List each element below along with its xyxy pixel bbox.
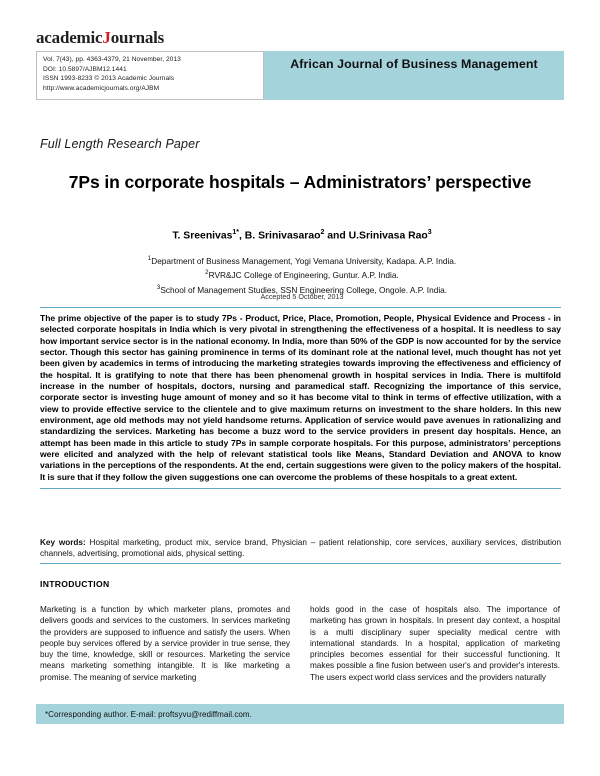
section-heading-introduction: INTRODUCTION bbox=[40, 579, 110, 589]
keywords-label: Key words: bbox=[40, 538, 86, 547]
accepted-date: Accepted 5 October, 2013 bbox=[260, 292, 344, 301]
keywords-block bbox=[40, 537, 561, 564]
paper-type-label: Full Length Research Paper bbox=[40, 137, 200, 151]
issn-line: ISSN 1993-8233 © 2013 Academic Journals bbox=[43, 75, 175, 83]
affiliations-block: $^1$Department of Business Management, Yogi Vemana University, Kadapa. A.P. India. $^2$RVR&JC College of Engineering, Guntur. A.P. India. $^3$School of Management Studies, SSN Engineering College, Ongole. A.P. India. bbox=[147, 255, 457, 295]
journal-title-area bbox=[264, 51, 564, 100]
abstract-text: The prime objective of the paper is to study 7Ps - Product, Price, Place, Promotion, People, Physical Evidence and Process - in selected corporate hospitals in India which is very pivotal in strengthening the effectiveness of a hospital. It is needless to say how important service sector is in the national economy. In India, more than 50% of the GDP is now accounted for by the service sector. Though this sector has gaining prominence in terms of its dominant role at the national level, much thought has not yet been given by academics in terms of introducing the marketing strategies towards improving the effectiveness and efficiency of the hospital. It is gratifying to note that there has been phenomenal growth in hospital services in India. There is multifold increase in the number of hospitals, doctors, nursing and paramedical staff. Recognizing the importance of this service, corporate sector is investing huge amount of money and so it has become vital to think in terms of effective utilization, with a view to provide effective service to the clientele and to give maximum returns on investment to the share holders. In this new environment, age old methods may not yield handsome returns. Application of service would pave avenues in rationalizing and standardizing the services. Marketing has become a buzz word to the service providers in present day hospitals. Hence, an attempt has been made in this article to study 7Ps in sample corporate hospitals. For this purpose, administrators’ perceptions were elicited and analyzed with the help of relevant statistical tools like Means, Standard Deviation and ANOVA to know variations in the perceptions of the respondents. At the end, certain suggestions were given to the policy makers of the hospital. It is sure that if they follow the given suggestions one can overcome the problems of these hospitals to a great extent. bbox=[40, 313, 561, 482]
academic-journals-logo bbox=[36, 28, 564, 48]
corresponding-author-note[interactable]: *Corresponding author. E-mail: proftsyvu@rediffmail.com. bbox=[45, 709, 252, 719]
authors-line: T. Sreenivas$^{1*}$, B. Srinivasarao$^2$ and U.Srinivasa Rao$^3$ bbox=[172, 229, 432, 242]
footer-bar bbox=[36, 704, 564, 724]
body-column-left: Marketing is a function by which marketer plans, promotes and delivers goods and services to the customers. In services marketing the providers are supposed to influence and satisfy the users. When people buy services offered by a service provider in true sense, they buy the time, knowledge, skill or resources. Marketing the service means marketing something intangible. It is like marketing a promise. The meaning of service marketing bbox=[40, 605, 290, 682]
logo-text-academic: academic bbox=[36, 28, 103, 47]
journal-url-link[interactable]: http://www.academicjournals.org/AJBM bbox=[43, 84, 160, 92]
doi-line: DOI: 10.5897/AJBM12.1441 bbox=[43, 65, 127, 73]
volume-line: Vol. 7(43), pp. 4363-4379, 21 November, 2013 bbox=[43, 56, 181, 63]
journal-metadata-box bbox=[36, 51, 264, 100]
logo-text-j: J bbox=[102, 28, 111, 47]
journal-banner bbox=[36, 51, 564, 100]
body-column-right: holds good in the case of hospitals also. The importance of marketing has grown in hospitals. In present day context, a hospital is a multi disciplinary super speciality medical centre with international standards. In a hospital, application of marketing principles becomes essential for their successful functioning. It makes possible a fine fusion between user's and provider's interests. The users expect world class services and the providers naturally bbox=[310, 605, 560, 682]
keywords-text: Hospital marketing, product mix, service brand, Physician – patient relationship, core services, auxiliary services, distribution channels, advertising, promotional aids, physical setting. bbox=[40, 538, 561, 559]
logo-text-ournals: ournals bbox=[110, 28, 165, 47]
abstract-box bbox=[40, 307, 561, 489]
masthead bbox=[36, 28, 564, 100]
page-title: 7Ps in corporate hospitals – Administrators’ perspective bbox=[68, 172, 532, 192]
journal-title: African Journal of Business Management bbox=[290, 57, 538, 71]
body-columns bbox=[40, 604, 561, 683]
